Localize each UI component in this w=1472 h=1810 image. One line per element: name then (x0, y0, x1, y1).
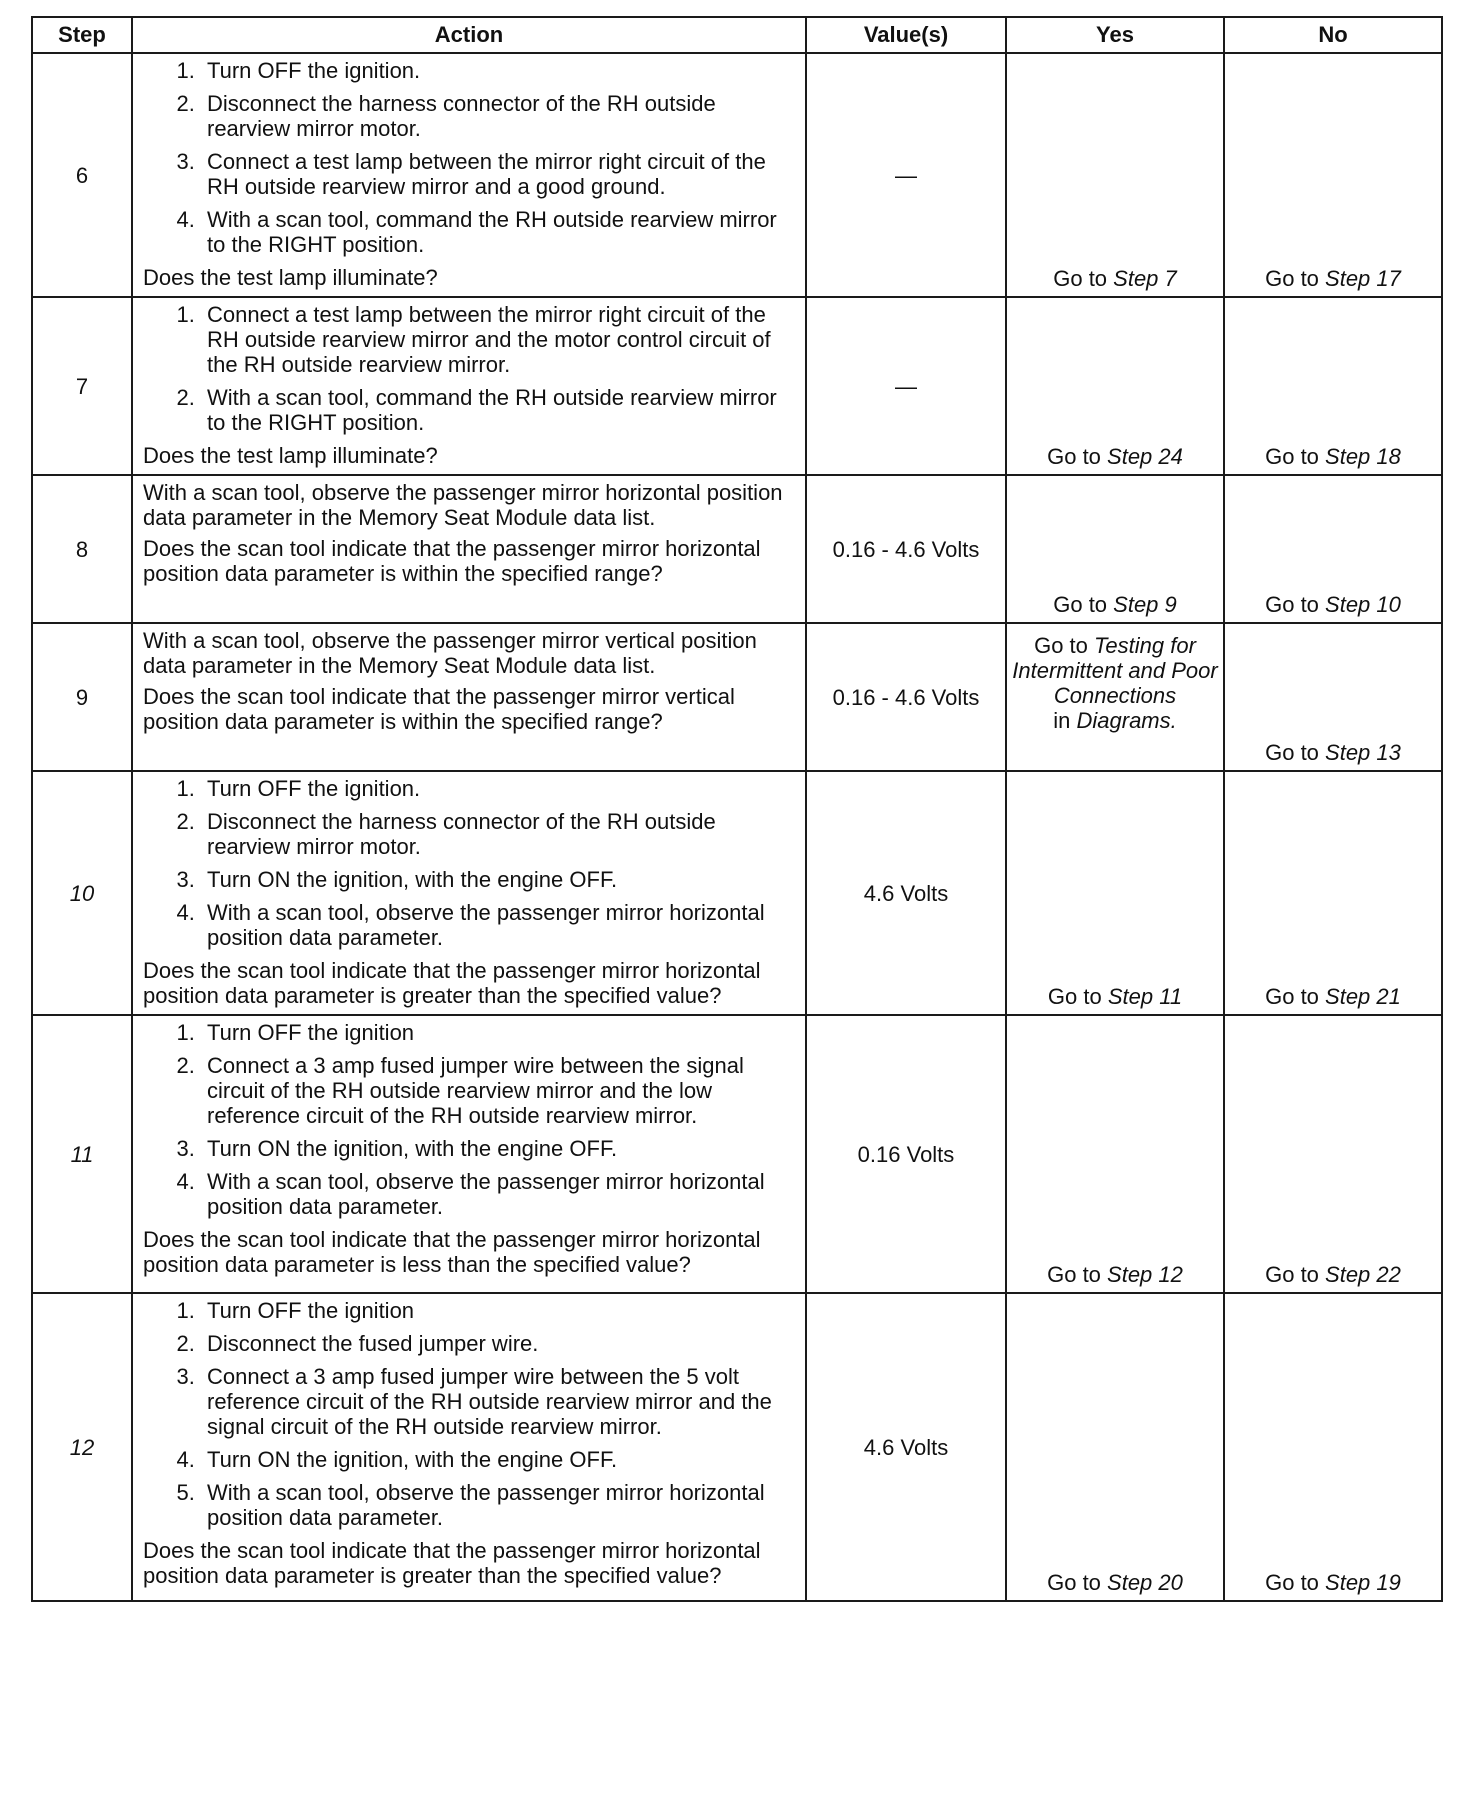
yes-prefix: Go to (1053, 592, 1114, 617)
action-question: Does the scan tool indicate that the passenger mirror horizontal position data parameter is within the specified range? (143, 536, 761, 586)
no-step-link[interactable]: Step 22 (1325, 1262, 1401, 1287)
value-cell (806, 53, 1006, 297)
yes-cell (1006, 475, 1224, 623)
value-text: 4.6 Volts (863, 1434, 949, 1460)
diagnostic-table-container (31, 16, 1441, 1602)
yes-cell (1006, 623, 1224, 771)
value-cell (806, 623, 1006, 771)
action-step-item: 4. With a scan tool, observe the passenger mirror horizontal position data parameter. (201, 1169, 795, 1219)
action-step-item: 2. With a scan tool, command the RH outside rearview mirror to the RIGHT position. (201, 385, 795, 435)
value-cell (806, 297, 1006, 475)
value-text: 0.16 Volts (857, 1141, 955, 1167)
header-no: No (1224, 17, 1442, 53)
no-cell (1224, 623, 1442, 771)
action-step-item: 4. With a scan tool, observe the passenger mirror horizontal position data parameter. (201, 900, 795, 950)
yes-reference-link[interactable]: Testing for Intermittent and Poor Connections (1012, 632, 1218, 708)
diagnostic-table (31, 16, 1443, 1602)
action-cell (132, 297, 806, 475)
yes-reference-link-2[interactable]: Diagrams. (1076, 707, 1177, 733)
no-prefix: Go to (1265, 266, 1326, 291)
action-cell (132, 53, 806, 297)
action-step-item: 4. With a scan tool, command the RH outside rearview mirror to the RIGHT position. (201, 207, 795, 257)
value-text: 0.16 - 4.6 Volts (832, 536, 980, 562)
no-cell (1224, 53, 1442, 297)
action-step-item: 1. Turn OFF the ignition. (201, 58, 795, 83)
action-steps-list (143, 302, 795, 435)
action-steps-list (143, 776, 795, 950)
no-step-link[interactable]: Step 13 (1325, 740, 1401, 765)
table-row (32, 1015, 1442, 1293)
action-step-item: 5. With a scan tool, observe the passenger mirror horizontal position data parameter. (201, 1480, 795, 1530)
step-number: 10 (32, 771, 132, 1015)
table-row (32, 771, 1442, 1015)
action-cell (132, 771, 806, 1015)
yes-reference-block (1007, 633, 1223, 757)
step-number: 8 (32, 475, 132, 623)
no-cell (1224, 1293, 1442, 1601)
header-step: Step (32, 17, 132, 53)
yes-step-link[interactable]: Step 7 (1113, 266, 1177, 291)
table-row (32, 53, 1442, 297)
table-row (32, 1293, 1442, 1601)
yes-mid: in (1053, 707, 1077, 733)
action-step-item: 1. Turn OFF the ignition (201, 1020, 795, 1045)
action-question: Does the test lamp illuminate? (143, 265, 438, 290)
yes-step-link[interactable]: Step 24 (1107, 444, 1183, 469)
action-step-item: 3. Turn ON the ignition, with the engine OFF. (201, 1136, 795, 1161)
action-question: Does the scan tool indicate that the passenger mirror horizontal position data parameter is less than the specified value? (143, 1227, 761, 1277)
value-cell (806, 1015, 1006, 1293)
header-yes: Yes (1006, 17, 1224, 53)
action-question: Does the test lamp illuminate? (143, 443, 438, 468)
yes-prefix: Go to (1034, 632, 1094, 658)
no-prefix: Go to (1265, 1262, 1326, 1287)
yes-step-link[interactable]: Step 11 (1107, 984, 1183, 1009)
table-row (32, 623, 1442, 771)
step-number: 9 (32, 623, 132, 771)
value-text: 0.16 - 4.6 Volts (832, 684, 980, 710)
no-step-link[interactable]: Step 18 (1325, 444, 1401, 469)
value-cell (806, 771, 1006, 1015)
action-step-item: 2. Disconnect the harness connector of the RH outside rearview mirror motor. (201, 91, 795, 141)
no-prefix: Go to (1265, 1570, 1326, 1595)
yes-prefix: Go to (1053, 266, 1114, 291)
no-step-link[interactable]: Step 10 (1325, 592, 1401, 617)
yes-cell (1006, 1293, 1224, 1601)
no-prefix: Go to (1265, 740, 1326, 765)
action-cell (132, 475, 806, 623)
yes-prefix: Go to (1047, 984, 1108, 1009)
step-number: 6 (32, 53, 132, 297)
action-steps-list (143, 1298, 795, 1530)
action-cell (132, 1015, 806, 1293)
table-row (32, 475, 1442, 623)
no-cell (1224, 475, 1442, 623)
yes-prefix: Go to (1047, 1570, 1108, 1595)
header-values: Value(s) (806, 17, 1006, 53)
no-cell (1224, 1015, 1442, 1293)
action-step-item: 3. Turn ON the ignition, with the engine OFF. (201, 867, 795, 892)
action-step-item: 4. Turn ON the ignition, with the engine OFF. (201, 1447, 795, 1472)
yes-cell (1006, 53, 1224, 297)
no-prefix: Go to (1265, 984, 1326, 1009)
action-instruction: With a scan tool, observe the passenger mirror vertical position data parameter in the Memory Seat Module data list. (143, 628, 757, 678)
yes-prefix: Go to (1047, 1262, 1108, 1287)
header-row (32, 17, 1442, 53)
no-step-link[interactable]: Step 19 (1325, 1570, 1401, 1595)
action-step-item: 1. Turn OFF the ignition. (201, 776, 795, 801)
action-step-item: 2. Disconnect the fused jumper wire. (201, 1331, 795, 1356)
header-action: Action (132, 17, 806, 53)
action-step-item: 3. Connect a test lamp between the mirror right circuit of the RH outside rearview mirror and a good ground. (201, 149, 795, 199)
step-number: 11 (32, 1015, 132, 1293)
action-step-item: 3. Connect a 3 amp fused jumper wire between the 5 volt reference circuit of the RH outside rearview mirror and the signal circuit of the RH outside rearview mirror. (201, 1364, 795, 1439)
value-text: — (895, 162, 917, 188)
yes-cell (1006, 297, 1224, 475)
yes-step-link[interactable]: Step 9 (1113, 592, 1177, 617)
action-step-item: 2. Disconnect the harness connector of the RH outside rearview mirror motor. (201, 809, 795, 859)
action-instruction: With a scan tool, observe the passenger mirror horizontal position data parameter in the Memory Seat Module data list. (143, 480, 783, 530)
table-body (32, 53, 1442, 1601)
yes-step-link[interactable]: Step 12 (1107, 1262, 1183, 1287)
action-steps-list (143, 58, 795, 257)
yes-prefix: Go to (1047, 444, 1108, 469)
step-number: 12 (32, 1293, 132, 1601)
value-cell (806, 475, 1006, 623)
yes-cell (1006, 771, 1224, 1015)
no-step-link[interactable]: Step 17 (1325, 266, 1401, 291)
value-text: 4.6 Volts (863, 880, 949, 906)
step-number: 7 (32, 297, 132, 475)
action-step-item: 1. Connect a test lamp between the mirror right circuit of the RH outside rearview mirror and the motor control circuit of the RH outside rearview mirror. (201, 302, 795, 377)
action-steps-list (143, 1020, 795, 1219)
no-prefix: Go to (1265, 444, 1326, 469)
table-row (32, 297, 1442, 475)
no-prefix: Go to (1265, 592, 1326, 617)
action-cell (132, 623, 806, 771)
no-cell (1224, 297, 1442, 475)
value-cell (806, 1293, 1006, 1601)
no-step-link[interactable]: Step 21 (1325, 984, 1401, 1009)
no-cell (1224, 771, 1442, 1015)
yes-cell (1006, 1015, 1224, 1293)
yes-step-link[interactable]: Step 20 (1107, 1570, 1183, 1595)
action-step-item: 2. Connect a 3 amp fused jumper wire between the signal circuit of the RH outside rearview mirror and the low reference circuit of the RH outside rearview mirror. (201, 1053, 795, 1128)
action-cell (132, 1293, 806, 1601)
action-step-item: 1. Turn OFF the ignition (201, 1298, 795, 1323)
action-question: Does the scan tool indicate that the passenger mirror vertical position data parameter is within the specified range? (143, 684, 735, 734)
value-text: — (895, 373, 917, 399)
action-question: Does the scan tool indicate that the passenger mirror horizontal position data parameter is greater than the specified value? (143, 958, 761, 1008)
action-question: Does the scan tool indicate that the passenger mirror horizontal position data parameter is greater than the specified value? (143, 1538, 761, 1588)
